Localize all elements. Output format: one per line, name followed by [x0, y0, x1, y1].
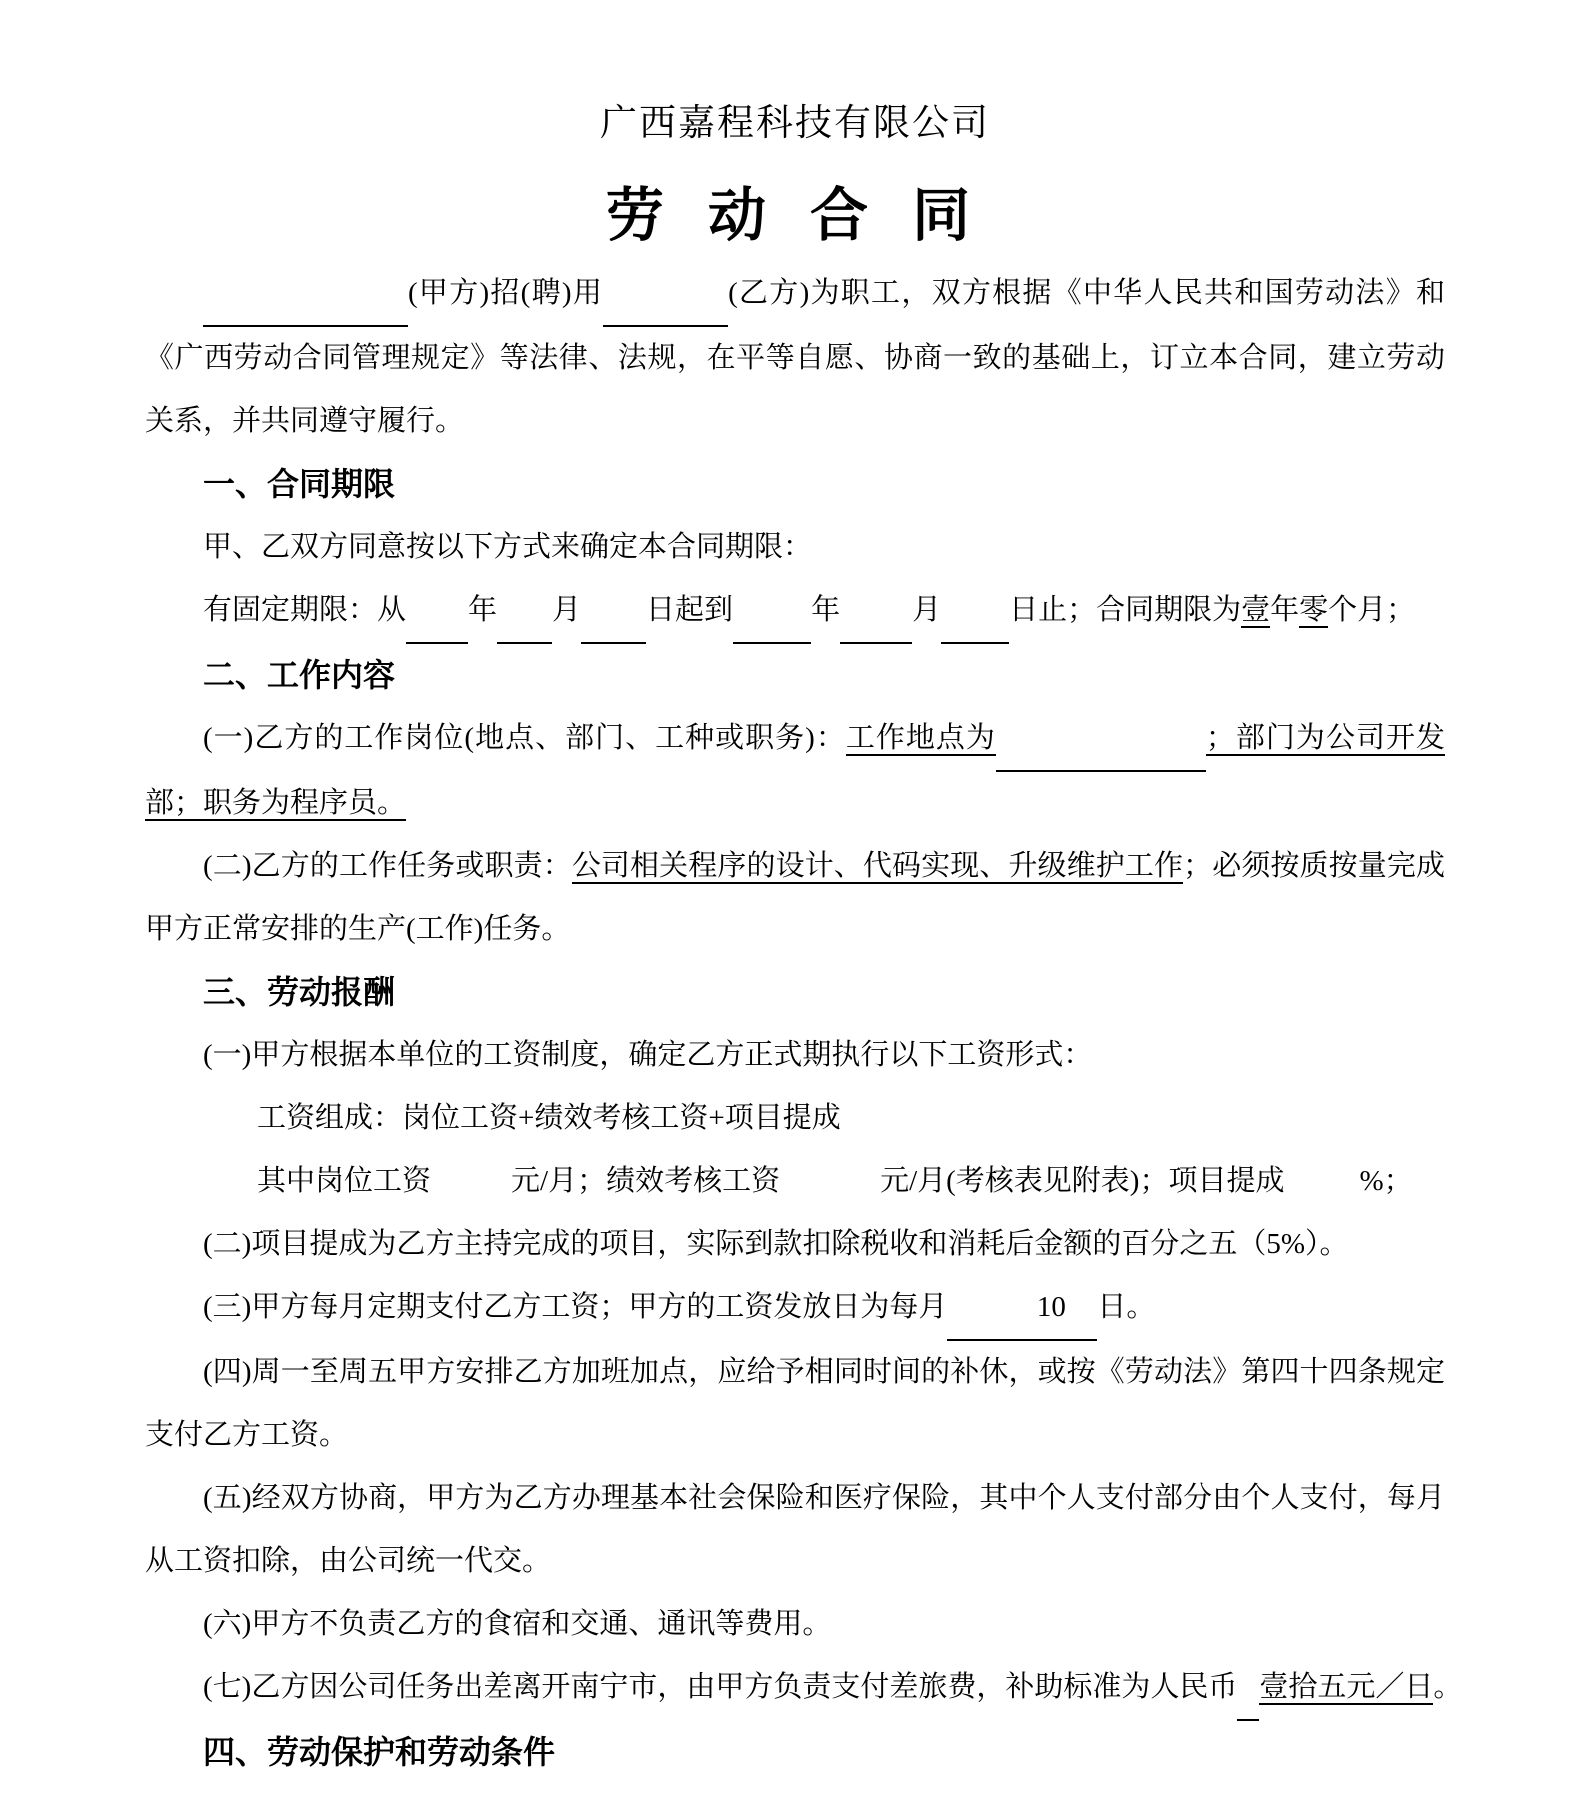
text-segment: 年 — [1270, 594, 1300, 626]
blank-field — [941, 579, 1009, 644]
paragraph — [145, 707, 1445, 835]
underlined-text: ；部门为公司开发部；职务为程序员。 — [145, 722, 1445, 819]
text-segment: 一、合同期限 — [203, 466, 396, 502]
underlined-text: 公司相关程序的设计、代码实现、升级维护工作 — [571, 850, 1184, 882]
paragraph — [145, 262, 1445, 453]
paragraph — [145, 1593, 1445, 1656]
paragraph — [145, 1150, 1445, 1213]
document-body — [145, 262, 1463, 1784]
paragraph — [145, 1024, 1445, 1087]
paragraph — [145, 1467, 1445, 1593]
text-segment: ；必须按质按量完成甲方正常安排的生产(工作)任务。 — [145, 850, 1445, 945]
section-heading — [145, 644, 1445, 707]
paragraph — [145, 1087, 1445, 1150]
spacer — [431, 1150, 511, 1213]
paragraph — [145, 516, 1445, 579]
paragraph — [145, 1341, 1445, 1467]
text-segment: (五)经双方协商，甲方为乙方办理基本社会保险和医疗保险，其中个人支付部分由个人支付，每月从工资扣除，由公司统一代交。 — [145, 1482, 1445, 1577]
spacer — [780, 1150, 880, 1213]
text-segment: 有固定期限：从 — [203, 594, 407, 626]
paragraph — [145, 579, 1445, 644]
paragraph — [145, 1656, 1463, 1721]
section-heading — [145, 1721, 1445, 1784]
text-segment: 月 — [912, 594, 942, 626]
blank-field — [996, 707, 1206, 772]
blank-field — [581, 579, 646, 644]
paragraph — [145, 1276, 1445, 1341]
text-segment: (三)甲方每月定期支付乙方工资；甲方的工资发放日为每月 — [203, 1291, 948, 1323]
underlined-text: 工作地点为 — [845, 722, 996, 754]
text-segment: 日止；合同期限为 — [1009, 594, 1242, 626]
text-segment: 元/月；绩效考核工资 — [511, 1165, 781, 1197]
text-segment: 年 — [811, 594, 841, 626]
text-segment: 甲、乙双方同意按以下方式来确定本合同期限： — [203, 531, 813, 563]
text-segment: 月 — [552, 594, 582, 626]
text-segment: (七)乙方因公司任务出差离开南宁市，由甲方负责支付差旅费，补助标准为人民币 — [203, 1671, 1238, 1703]
text-segment: (四)周一至周五甲方安排乙方加班加点，应给予相同时间的补休，或按《劳动法》第四十四条规定支付乙方工资。 — [145, 1356, 1445, 1451]
paragraph — [145, 1213, 1445, 1276]
underlined-text: 壹拾五元／日 — [1259, 1671, 1434, 1703]
paragraph — [145, 835, 1445, 961]
text-segment: 三、劳动报酬 — [203, 974, 396, 1010]
blank-field-filled: 10 — [947, 1276, 1097, 1341]
text-segment: (二)项目提成为乙方主持完成的项目，实际到款扣除税收和消耗后金额的百分之五（5%）。 — [203, 1228, 1349, 1260]
spacer — [1284, 1150, 1359, 1213]
blank-field — [497, 579, 552, 644]
text-segment: 工资组成：岗位工资+绩效考核工资+项目提成 — [257, 1102, 841, 1134]
text-segment: 年 — [468, 594, 498, 626]
text-segment: 日起到 — [646, 594, 734, 626]
text-segment: %； — [1359, 1165, 1413, 1197]
text-segment: 其中岗位工资 — [257, 1165, 432, 1197]
blank-field — [203, 262, 408, 327]
section-heading — [145, 961, 1445, 1024]
blank-field — [733, 579, 811, 644]
text-segment: (一)乙方的工作岗位(地点、部门、工种或职务)： — [203, 722, 846, 754]
text-segment: 元/月(考核表见附表)；项目提成 — [880, 1165, 1285, 1197]
section-heading — [145, 453, 1445, 516]
text-segment: (乙方)为职工，双方根据《中华人民共和国劳动法》和《广西劳动合同管理规定》等法律、法规，在平等自愿、协商一致的基础上，订立本合同，建立劳动关系，并共同遵守履行。 — [145, 277, 1445, 437]
blank-field — [406, 579, 468, 644]
text-segment: 。 — [1433, 1671, 1463, 1703]
underlined-text: 壹 — [1241, 594, 1271, 626]
blank-field — [840, 579, 912, 644]
blank-field — [603, 262, 728, 327]
text-segment: (一)甲方根据本单位的工资制度，确定乙方正式期执行以下工资形式： — [203, 1039, 1093, 1071]
document-title: 劳 动 合 同 — [605, 183, 985, 248]
text-segment: (甲方)招(聘)用 — [408, 277, 604, 309]
company-name: 广西嘉程科技有限公司 — [600, 103, 990, 144]
text-segment: 四、劳动保护和劳动条件 — [203, 1734, 556, 1770]
text-segment: 个月； — [1328, 594, 1416, 626]
text-segment: (六)甲方不负责乙方的食宿和交通、通讯等费用。 — [203, 1608, 832, 1640]
underlined-text: 零 — [1299, 594, 1329, 626]
blank-field — [1237, 1656, 1259, 1721]
text-segment: 日。 — [1097, 1291, 1156, 1323]
text-segment: (二)乙方的工作任务或职责： — [203, 850, 572, 882]
text-segment: 二、工作内容 — [203, 657, 396, 693]
